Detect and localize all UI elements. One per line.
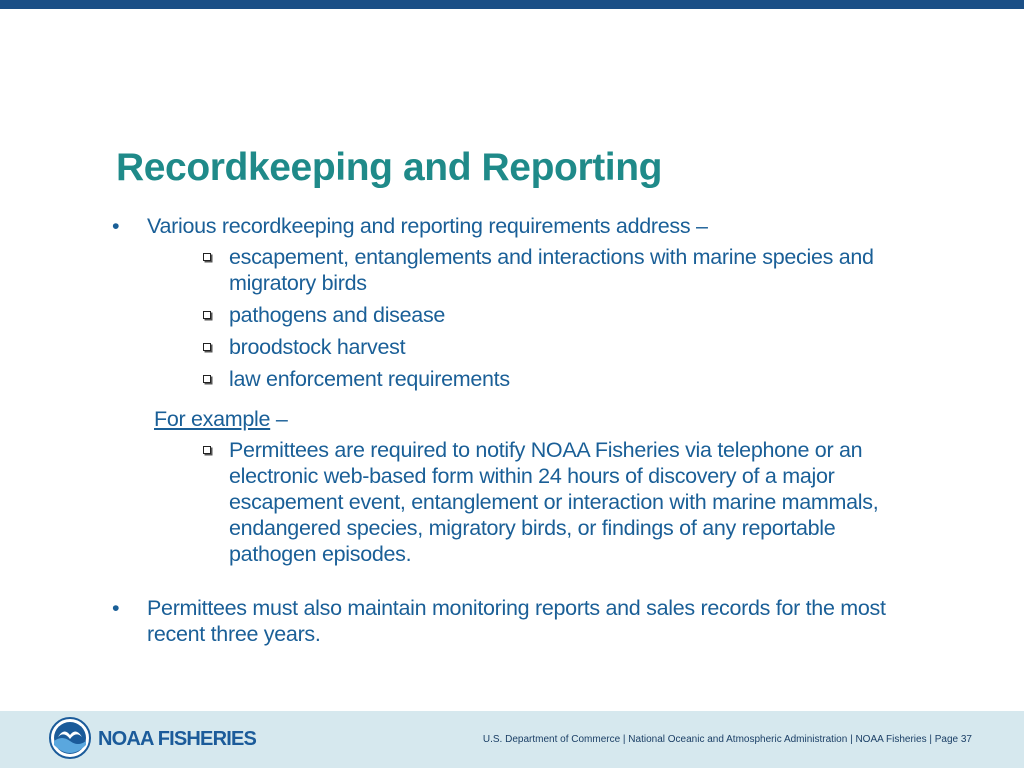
footer-text: U.S. Department of Commerce | National Oceanic and Atmospheric Administration | NOAA Fisheries | Page 37 <box>482 734 972 745</box>
top-accent-bar <box>0 0 1024 9</box>
sub-list-item <box>147 437 900 567</box>
square-bullet-icon <box>203 253 211 261</box>
example-block <box>110 437 900 567</box>
noaa-emblem-icon <box>49 717 91 759</box>
square-bullet-icon <box>203 446 211 454</box>
bullet-marker: • <box>112 214 120 238</box>
example-sub-list <box>147 437 900 567</box>
sub-item-text: escapement, entanglements and interactions with marine species and migratory birds <box>229 245 874 295</box>
sub-list-item <box>147 334 900 360</box>
square-bullet-icon <box>203 343 211 351</box>
bullet-item <box>110 213 900 392</box>
sub-list-item <box>147 302 900 328</box>
sub-list-item <box>147 244 900 296</box>
square-bullet-icon <box>203 311 211 319</box>
noaa-fisheries-logo-text: NOAA FISHERIES <box>98 728 257 750</box>
sub-item-text: pathogens and disease <box>229 303 446 327</box>
sub-list-item <box>147 366 900 392</box>
sub-item-text: law enforcement requirements <box>229 367 510 391</box>
example-label: For example <box>154 407 271 431</box>
sub-item-text: Permittees are required to notify NOAA Fisheries via telephone or an electronic web-based form within 24 hours of discovery of a major escapement event, entanglement or interaction with marine mammals, endangered species, migratory birds, or findings of any reportable pathogen episodes. <box>229 438 879 566</box>
sub-list <box>147 244 900 392</box>
example-suffix: – <box>270 407 288 431</box>
bullet-item <box>110 595 900 647</box>
slide-body <box>110 213 900 647</box>
slide-title: Recordkeeping and Reporting <box>116 146 663 189</box>
bullet-text: Various recordkeeping and reporting requirements address – <box>147 214 708 238</box>
sub-item-text: broodstock harvest <box>229 335 406 359</box>
square-bullet-icon <box>203 375 211 383</box>
bullet-marker: • <box>112 596 120 620</box>
example-heading <box>154 406 900 432</box>
bullet-text: Permittees must also maintain monitoring reports and sales records for the most recent three years. <box>147 596 886 646</box>
